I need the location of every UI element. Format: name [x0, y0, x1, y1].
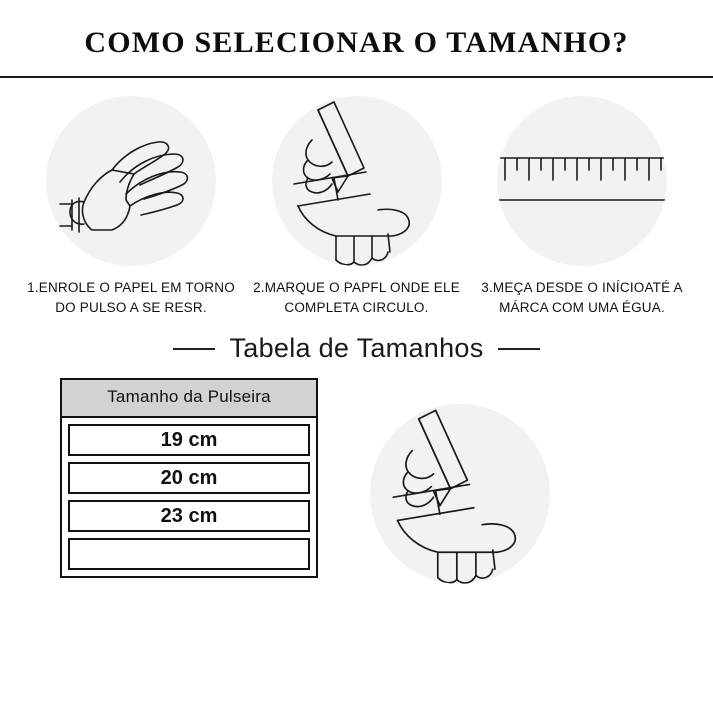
size-table	[60, 378, 318, 578]
hand-marking-paper-icon	[272, 96, 442, 266]
size-row-3[interactable]: 23 cm	[68, 500, 310, 532]
step-1-caption: 1.ENROLE O PAPEL EM TORNO DO PULSO A SE RESR.	[27, 280, 235, 315]
size-table-section	[0, 364, 713, 584]
heading-rule-right	[498, 348, 540, 350]
step-1	[22, 96, 240, 317]
step-1-illustration	[46, 96, 216, 266]
side-illustration	[370, 404, 550, 584]
ruler-icon	[497, 96, 667, 266]
step-3	[473, 96, 691, 317]
size-row-1[interactable]: 19 cm	[68, 424, 310, 456]
size-row-4[interactable]	[68, 538, 310, 570]
size-table-header: Tamanho da Pulseira	[62, 380, 316, 418]
step-3-caption: 3.MEÇA DESDE O INÍCIOATÉ A MÁRCA COM UMA ÉGUA.	[481, 280, 683, 315]
page-title: COMO SELECIONAR O TAMANHO?	[84, 26, 629, 59]
size-row-2[interactable]: 20 cm	[68, 462, 310, 494]
steps-row	[0, 78, 713, 317]
page-header	[0, 0, 713, 78]
step-2-illustration	[272, 96, 442, 266]
heading-rule-left	[173, 348, 215, 350]
step-3-illustration	[497, 96, 667, 266]
size-table-heading	[0, 333, 713, 364]
section-title: Tabela de Tamanhos	[229, 333, 484, 364]
step-2-caption: 2.MARQUE O PAPFL ONDE ELE COMPLETA CIRCULO.	[253, 280, 460, 315]
hand-marking-paper-icon	[370, 404, 550, 584]
step-2	[248, 96, 466, 317]
hand-with-paper-strip-icon	[46, 96, 216, 266]
